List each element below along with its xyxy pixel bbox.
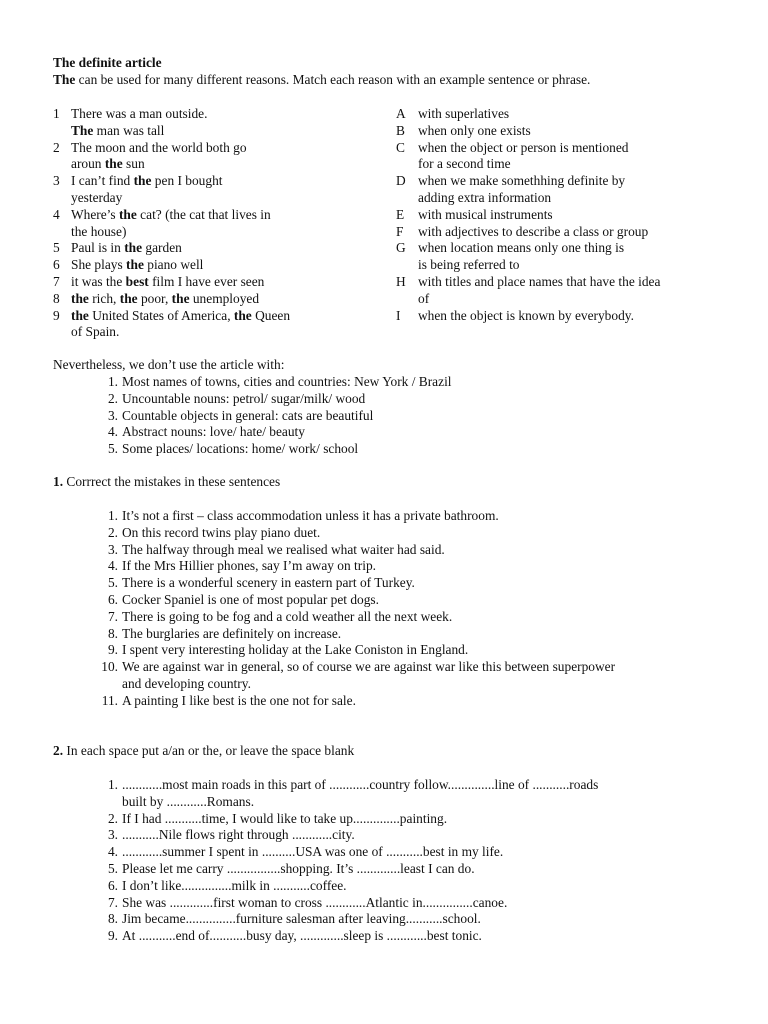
example-number: 8 — [53, 290, 60, 306]
list-text: On this record twins play piano duet. — [122, 524, 321, 540]
list-text: If I had ...........time, I would like to take up..............painting. — [122, 810, 448, 826]
bold-article: the — [119, 290, 138, 306]
example-text: Paul is in — [71, 240, 125, 256]
list-number: 1. — [107, 508, 118, 523]
list-text: ............most main roads in this part of ............country follow..............line of ...........roads — [122, 777, 599, 792]
example-text: There was a man outside. — [71, 106, 208, 121]
list-number: 11. — [101, 692, 118, 708]
example-text: sun — [122, 156, 145, 172]
exercise1-number: 1. — [53, 474, 64, 489]
example-text: yesterday — [71, 190, 123, 205]
reason-letter: H — [396, 274, 406, 289]
example-line — [71, 291, 259, 308]
list-text: At ...........end of...........busy day, .............sleep is ............best tonic. — [122, 928, 482, 944]
example-number: 4 — [53, 206, 60, 222]
list-number: 8. — [107, 911, 118, 927]
example-number: 3 — [53, 173, 60, 189]
list-number: 6. — [107, 592, 118, 607]
reason-line: with superlatives — [418, 106, 510, 121]
list-number: 7. — [107, 894, 118, 910]
list-text: It’s not a first – class accommodation unless it has a private bathroom. — [122, 508, 499, 523]
list-text: Most names of towns, cities and countries: New York / Brazil — [122, 374, 452, 389]
example-line — [71, 173, 223, 190]
example-number: 2 — [53, 139, 60, 155]
example-text: pen I bought — [151, 173, 223, 189]
nevertheless-heading: Nevertheless, we don’t use the article with: — [53, 357, 285, 372]
reason-line: with titles and place names that have the idea — [418, 274, 661, 289]
example-number: 9 — [53, 307, 60, 323]
list-number: 3. — [107, 407, 118, 423]
reason-line: when the object is known by everybody. — [418, 307, 634, 323]
list-text: Abstract nouns: love/ hate/ beauty — [122, 424, 305, 440]
reason-line: adding extra information — [418, 190, 552, 205]
reason-line: with musical instruments — [418, 206, 553, 222]
intro-rest: can be used for many different reasons. Match each reason with an example sentence or phrase. — [75, 72, 591, 87]
list-number: 3. — [107, 827, 118, 843]
list-text: We are against war in general, so of course we are against war like this between superpower — [122, 659, 616, 675]
example-line — [71, 106, 207, 123]
bold-article: the — [71, 290, 89, 306]
bold-article: the — [118, 206, 137, 222]
exercise2-heading-text: In each space put a/an or the, or leave the space blank — [63, 743, 355, 758]
bold-article: the — [133, 173, 152, 189]
example-text: man was tall — [93, 122, 165, 138]
example-text: film I have ever seen — [148, 274, 265, 289]
list-number: 2. — [107, 810, 118, 826]
list-number: 5. — [107, 441, 118, 457]
list-text: ...........Nile flows right through ............city. — [122, 827, 355, 843]
example-line — [71, 156, 145, 173]
list-text: She was .............first woman to cross ............Atlantic in...............canoe. — [122, 894, 508, 910]
list-text: and developing country. — [122, 675, 251, 691]
reason-line: when only one exists — [418, 122, 531, 138]
list-number: 4. — [107, 844, 118, 860]
page-title: The definite article — [53, 55, 162, 70]
reason-line: when location means only one thing is — [418, 240, 625, 256]
list-text: Some places/ locations: home/ work/ school — [122, 441, 359, 457]
example-text: cat? (the cat that lives in — [136, 206, 271, 222]
example-line — [71, 140, 247, 157]
list-number: 2. — [107, 390, 118, 406]
example-text: I can’t find — [71, 173, 134, 189]
reason-letter: G — [396, 240, 406, 256]
list-number: 9. — [107, 928, 118, 944]
list-text: If the Mrs Hillier phones, say I’m away on trip. — [122, 558, 376, 574]
list-number: 7. — [107, 608, 118, 624]
reason-line: when we make somethhing definite by — [418, 173, 626, 189]
list-text: ............summer I spent in ..........USA was one of ...........best in my life. — [122, 844, 504, 860]
bold-article: the — [71, 307, 89, 323]
reason-line: with adjectives to describe a class or group — [418, 223, 649, 239]
example-text: United States of America, — [88, 307, 234, 323]
list-text: I spent very interesting holiday at the Lake Coniston in England. — [122, 642, 469, 658]
example-line — [71, 257, 203, 274]
example-text: rich, — [88, 290, 120, 306]
example-line — [71, 123, 164, 140]
bold-article: best — [125, 274, 149, 289]
list-number: 1. — [107, 374, 118, 389]
list-number: 4. — [107, 424, 118, 440]
example-number: 6 — [53, 257, 60, 273]
example-line — [71, 224, 126, 241]
example-text: aroun — [71, 156, 105, 172]
example-text: piano well — [143, 257, 204, 273]
example-text: unemployed — [189, 290, 260, 306]
list-text: The burglaries are definitely on increase. — [122, 625, 342, 641]
example-line — [71, 308, 290, 325]
intro-bold: The — [53, 72, 76, 87]
list-number: 5. — [107, 575, 118, 591]
example-text: She plays — [71, 257, 127, 273]
exercise2-heading — [53, 743, 354, 760]
example-text: Where’s — [71, 206, 119, 222]
reason-letter: F — [396, 223, 404, 239]
example-text: poor, — [137, 290, 172, 306]
bold-article: the — [104, 156, 123, 172]
example-text: the house) — [71, 223, 127, 239]
list-text: Please let me carry ................shopping. It’s .............least I can do. — [122, 861, 475, 876]
example-line — [71, 274, 264, 291]
example-line — [71, 324, 119, 341]
list-number: 10. — [101, 659, 118, 675]
reason-letter: A — [396, 106, 406, 121]
intro-text — [53, 72, 590, 89]
list-text: A painting I like best is the one not for sale. — [122, 692, 356, 708]
list-number: 8. — [107, 625, 118, 641]
reason-line: when the object or person is mentioned — [418, 139, 629, 155]
example-line — [71, 240, 182, 257]
list-text: Cocker Spaniel is one of most popular pet dogs. — [122, 592, 379, 607]
list-text: There is a wonderful scenery in eastern part of Turkey. — [122, 575, 415, 591]
bold-article: The — [71, 122, 94, 138]
example-text: of Spain. — [71, 324, 120, 340]
bold-article: the — [171, 290, 190, 306]
example-text: The moon and the world both go — [71, 139, 247, 155]
list-text: The halfway through meal we realised what waiter had said. — [122, 541, 445, 557]
reason-letter: I — [396, 307, 401, 323]
reason-line: is being referred to — [418, 257, 520, 273]
reason-line: of — [418, 290, 430, 306]
example-line — [71, 207, 271, 224]
reason-letter: E — [396, 206, 405, 222]
list-text: Countable objects in general: cats are beautiful — [122, 407, 374, 423]
reason-letter: D — [396, 173, 406, 189]
example-line — [71, 190, 122, 207]
exercise1-heading-text: Corrrect the mistakes in these sentences — [63, 474, 281, 489]
list-number: 1. — [107, 777, 118, 792]
reason-letter: C — [396, 139, 405, 155]
list-text: I don’t like...............milk in ...........coffee. — [122, 877, 347, 893]
bold-article: the — [233, 307, 252, 323]
list-number: 6. — [107, 877, 118, 893]
reason-letter: B — [396, 122, 405, 138]
bold-article: the — [124, 240, 143, 256]
example-number: 7 — [53, 274, 60, 289]
example-text: Queen — [251, 307, 291, 323]
example-number: 1 — [53, 106, 60, 121]
list-text: built by ............Romans. — [122, 793, 255, 809]
bold-article: the — [126, 257, 144, 273]
list-text: Jim became...............furniture salesman after leaving...........school. — [122, 911, 481, 927]
list-number: 3. — [107, 541, 118, 557]
example-text: it was the — [71, 274, 126, 289]
list-text: There is going to be fog and a cold weather all the next week. — [122, 608, 453, 624]
list-number: 2. — [107, 524, 118, 540]
exercise2-number: 2. — [53, 743, 64, 758]
example-number: 5 — [53, 240, 60, 256]
list-text: Uncountable nouns: petrol/ sugar/milk/ wood — [122, 390, 366, 406]
example-text: garden — [142, 240, 182, 256]
reason-line: for a second time — [418, 156, 511, 172]
exercise1-heading — [53, 474, 280, 491]
list-number: 5. — [107, 861, 118, 876]
list-number: 9. — [107, 642, 118, 658]
list-number: 4. — [107, 558, 118, 574]
